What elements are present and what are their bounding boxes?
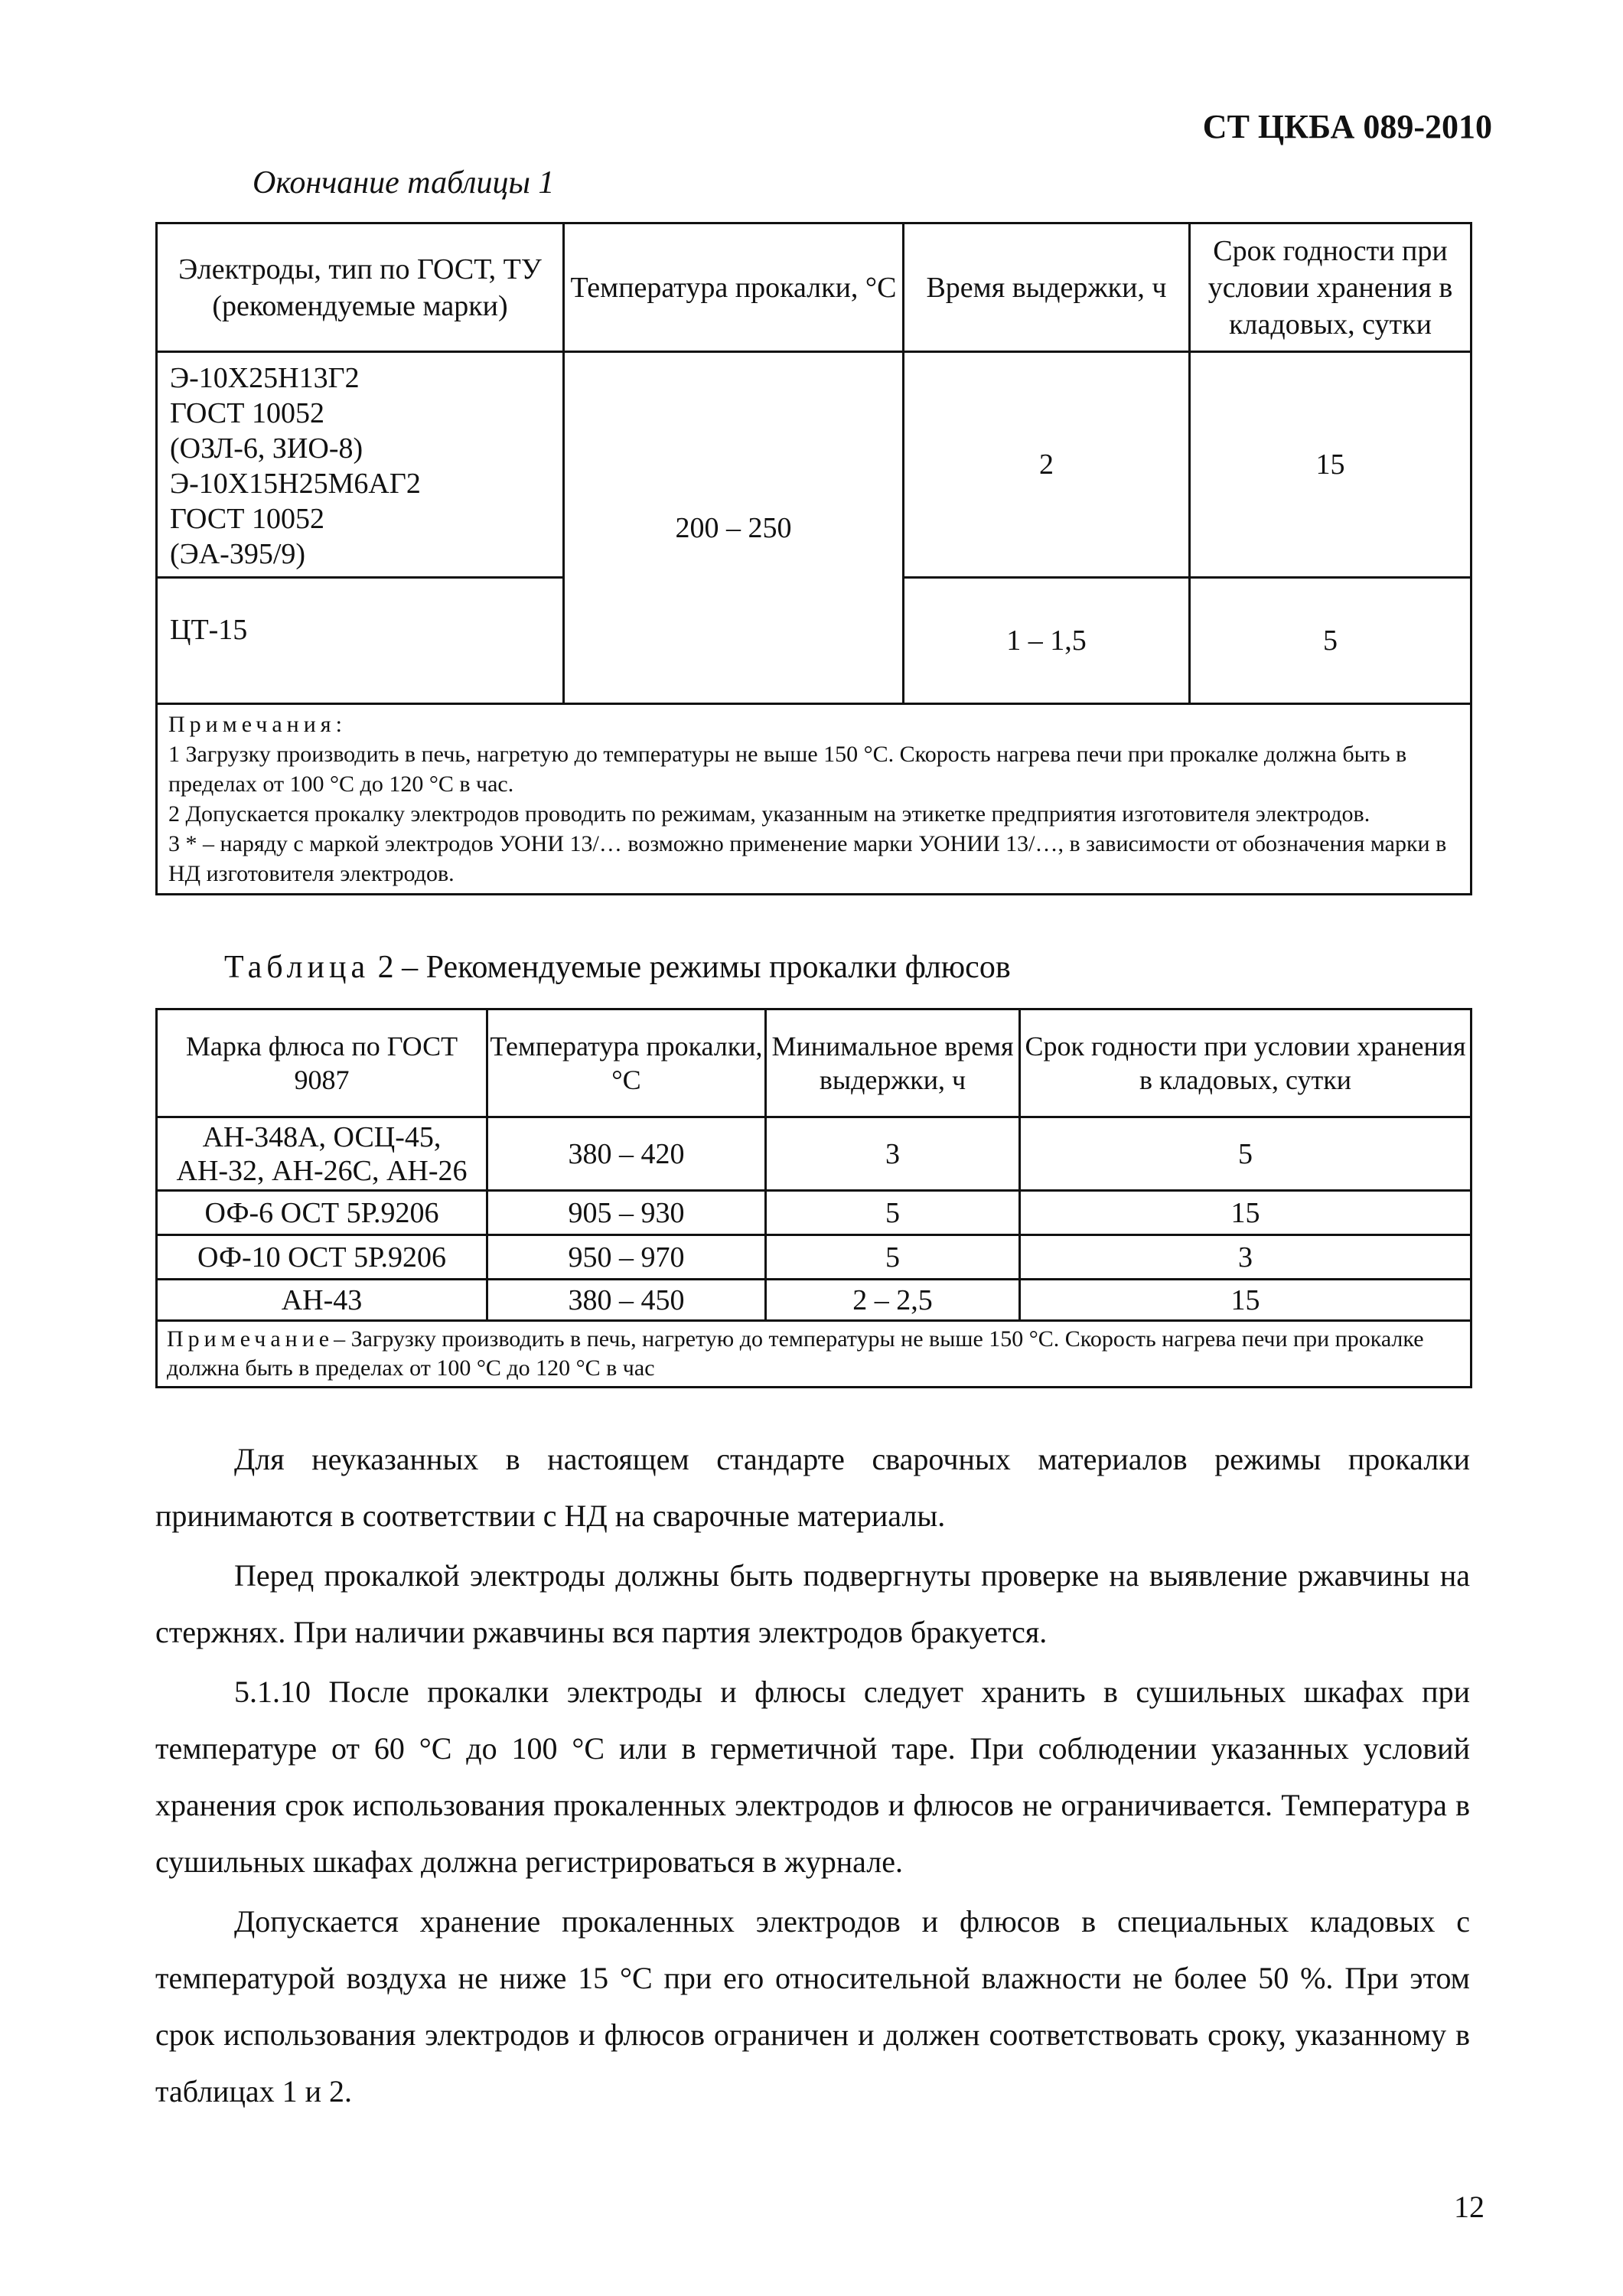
electrode-line: ГОСТ 10052 [170,397,324,429]
table2-header-row [157,1009,1471,1117]
document-code: СТ ЦКБА 089-2010 [1202,108,1492,145]
note-item: 1 Загрузку производить в печь, нагретую до температуры не выше 150 °С. Скорость нагрева печи при прокалке должна быть в пределах от 100 °С до 120 °С в час. [168,742,1407,797]
body-text [155,1431,1470,2123]
table2-header-cell: Минимальное время выдержки, ч [766,1009,1020,1117]
table1-notes [157,704,1471,895]
electrode-line: (ОЗЛ-6, ЗИО-8) [170,432,363,465]
page-number: 12 [1454,2190,1484,2224]
temperature-cell: 905 – 930 [487,1191,766,1235]
electrode-line: ГОСТ 10052 [170,503,324,535]
flux-brand-cell: АН-348А, ОСЦ-45, АН-32, АН-26С, АН-26 [157,1117,487,1191]
shelf-life-cell: 15 [1190,352,1471,578]
time-cell: 2 – 2,5 [766,1280,1020,1321]
table2-note [157,1321,1471,1388]
table2-header-cell: Марка флюса по ГОСТ 9087 [157,1009,487,1117]
paragraph: Перед прокалкой электроды должны быть подвергнуты проверке на выявление ржавчины на стержнях. При наличии ржавчины вся партия электродов бракуется. [155,1558,1470,1649]
table1-header-row [157,223,1471,352]
table1-header-cell: Срок годности при условии хранения в кладовых, сутки [1190,223,1471,352]
table1 [155,222,1472,895]
table2-header-cell: Срок годности при условии хранения в кладовых, сутки [1020,1009,1471,1117]
paragraph: 5.1.10 После прокалки электроды и флюсы следует хранить в сушильных шкафах при температуре от 60 °С до 100 °С или в герметичной таре. При соблюдении указанных условий хранения срок использования прокаленных электродов и флюсов не ограничивается. Температура в сушильных шкафах должна регистрироваться в журнале. [155,1675,1470,1879]
caption-word: Таблица [224,950,370,985]
note-item: 3 * – наряду с маркой электродов УОНИ 13/… возможно применение марки УОНИИ 13/…, в зависимости от обозначения марки в НД изготовителя электродов. [168,831,1447,886]
caption-text: 2 – Рекомендуемые режимы прокалки флюсов [377,950,1011,985]
table2 [155,1008,1472,1388]
time-cell: 2 [904,352,1190,578]
temperature-cell: 380 – 420 [487,1117,766,1191]
note-item: 2 Допускается прокалку электродов проводить по режимам, указанным на этикетке предприятия изготовителя электродов. [168,801,1370,827]
electrode-cell [157,352,564,578]
table-row [157,1117,1471,1191]
shelf-life-cell: 15 [1020,1280,1471,1321]
electrode-cell: ЦТ-15 [157,578,564,704]
time-cell: 3 [766,1117,1020,1191]
flux-brand-cell: АН-43 [157,1280,487,1321]
time-cell: 5 [766,1191,1020,1235]
time-cell: 5 [766,1235,1020,1280]
flux-brand-cell: ОФ-6 ОСТ 5Р.9206 [157,1191,487,1235]
table-row [157,1235,1471,1280]
table1-notes-row [157,704,1471,895]
paragraph: Для неуказанных в настоящем стандарте сварочных материалов режимы прокалки принимаются в соответствии с НД на сварочные материалы. [155,1442,1470,1533]
flux-brand-cell: ОФ-10 ОСТ 5Р.9206 [157,1235,487,1280]
note-text: – Загрузку производить в печь, нагретую до температуры не выше 150 °С. Скорость нагрева печи при прокалке должна быть в пределах от 100 °С до 120 °С в час [167,1326,1424,1381]
table-row [157,352,1471,578]
table1-header-cell: Время выдержки, ч [904,223,1190,352]
temperature-cell: 380 – 450 [487,1280,766,1321]
shelf-life-cell: 5 [1190,578,1471,704]
electrode-line: Э-10Х15Н25М6АГ2 [170,468,421,500]
electrode-line: Э-10Х25Н13Г2 [170,362,360,394]
notes-title: Примечания: [168,712,347,737]
table2-header-cell: Температура прокалки, °С [487,1009,766,1117]
table1-header-cell: Электроды, тип по ГОСТ, ТУ (рекомендуемые марки) [157,223,564,352]
temperature-cell: 950 – 970 [487,1235,766,1280]
shelf-life-cell: 3 [1020,1235,1471,1280]
time-cell: 1 – 1,5 [904,578,1190,704]
electrode-line: (ЭА-395/9) [170,538,306,570]
table-row [157,1280,1471,1321]
table-row [157,1191,1471,1235]
table2-caption [224,949,1011,986]
temperature-cell: 200 – 250 [564,352,904,704]
shelf-life-cell: 5 [1020,1117,1471,1191]
table2-note-row [157,1321,1471,1388]
shelf-life-cell: 15 [1020,1191,1471,1235]
table1-continuation-label: Окончание таблицы 1 [253,165,555,201]
table1-header-cell: Температура прокалки, °С [564,223,904,352]
note-title: Примечание [167,1326,334,1352]
paragraph: Допускается хранение прокаленных электродов и флюсов в специальных кладовых с температурой воздуха не ниже 15 °С при его относительной влажности не более 50 %. При этом срок использования электродов и флюсов ограничен и должен соответствовать сроку, указанному в таблицах 1 и 2. [155,1904,1470,2108]
